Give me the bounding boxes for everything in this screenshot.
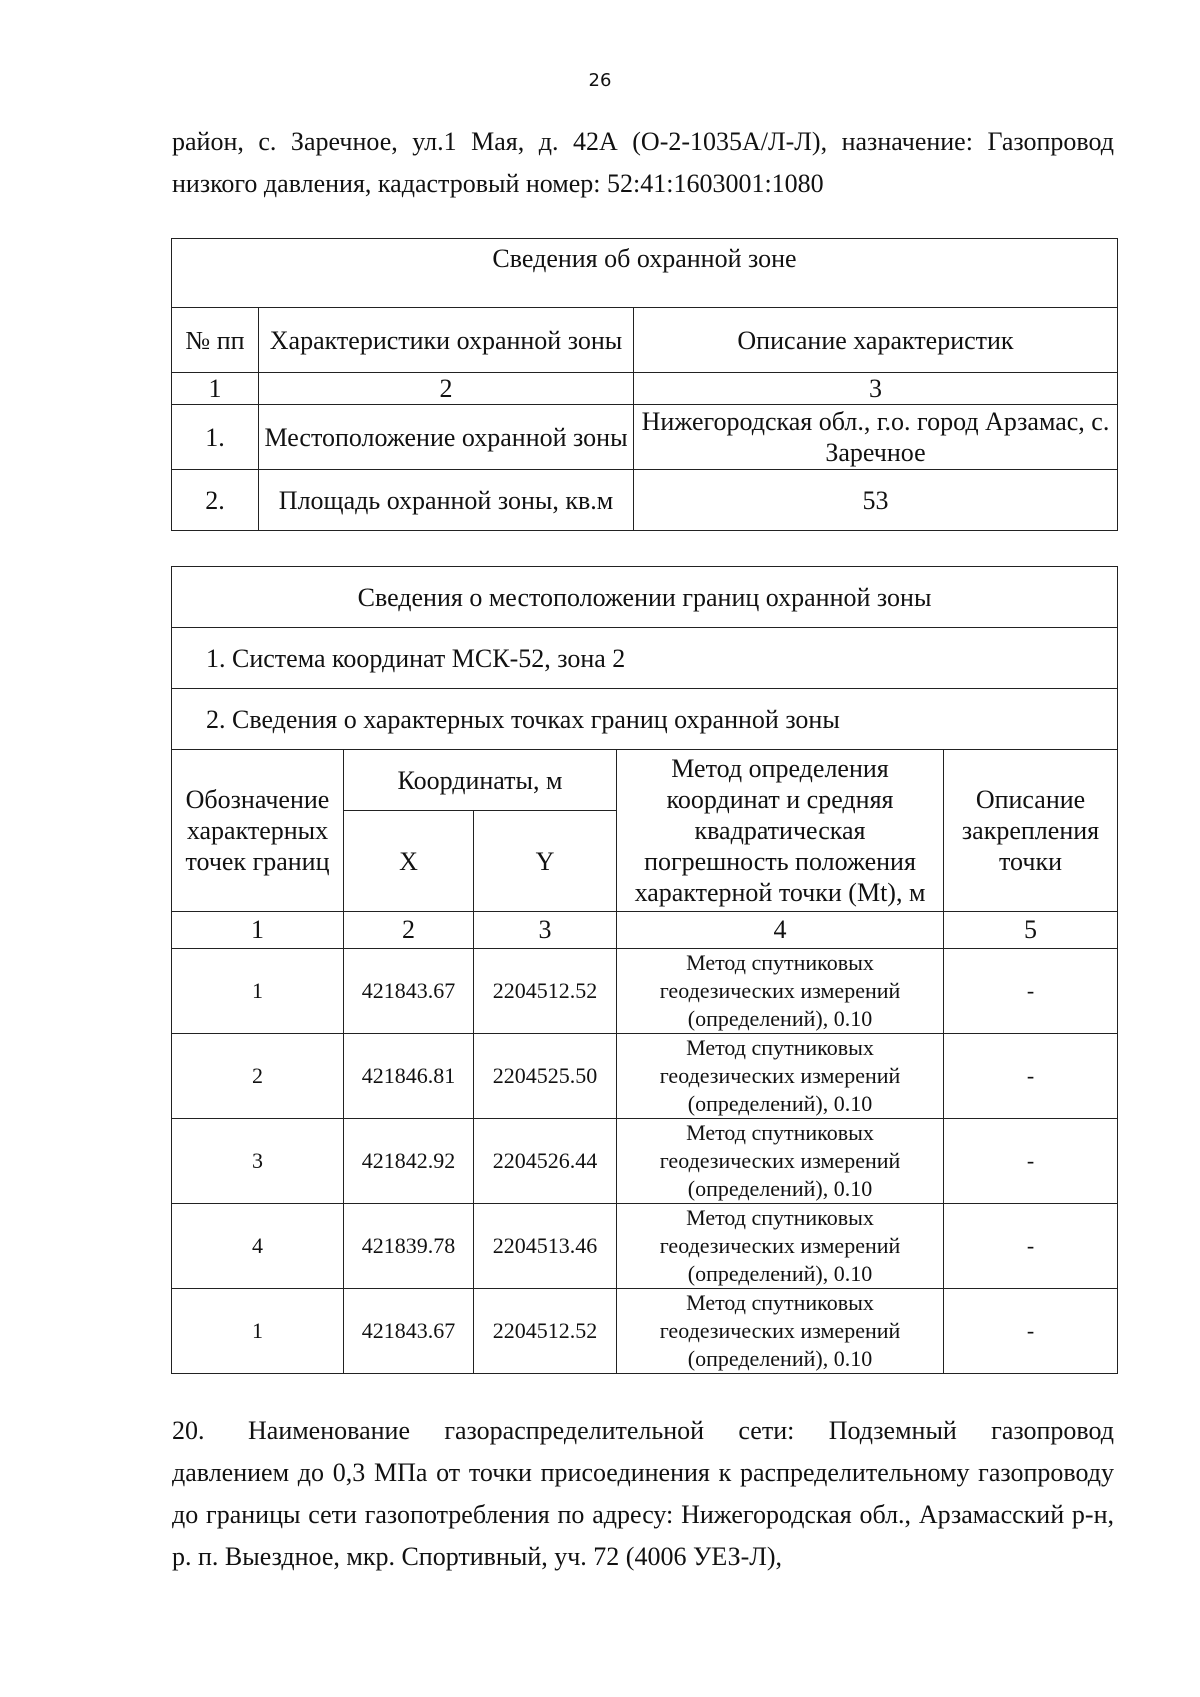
header-coordinates: Координаты, м (344, 750, 617, 811)
header-y: Y (474, 811, 617, 912)
header-designation: Обозначение характерных точек границ (172, 750, 344, 912)
point-y: 2204512.52 (474, 949, 617, 1034)
column-number: 3 (474, 912, 617, 949)
header-fixing: Описание закрепления точки (944, 750, 1118, 912)
point-x: 421843.67 (344, 1289, 474, 1374)
point-method: Метод спутниковых геодезических измерений (определений), 0.10 (617, 1034, 944, 1119)
points-section-title: 2. Сведения о характерных точках границ охранной зоны (172, 689, 1118, 750)
table-row (172, 470, 1118, 531)
boundary-points-table (171, 566, 1118, 1374)
table-row (172, 1034, 1118, 1119)
paragraph-text: Наименование газораспределительной сети: Подземный газопровод давлением до 0,3 МПа от точки присоединения к распределительному газопроводу до границы сети газопотребления по адресу: Нижегородская обл., Арзамасский р-н, р. п. Выездное, мкр. Спортивный, уч. 72 (4006 УЕЗ-Л), (172, 1416, 1114, 1571)
point-method: Метод спутниковых геодезических измерений (определений), 0.10 (617, 1119, 944, 1204)
column-number: 1 (172, 912, 344, 949)
point-designation: 1 (172, 1289, 344, 1374)
point-x: 421843.67 (344, 949, 474, 1034)
zone-column-number: 1 (172, 373, 259, 405)
point-method: Метод спутниковых геодезических измерений (определений), 0.10 (617, 1204, 944, 1289)
point-designation: 4 (172, 1204, 344, 1289)
point-fixing: - (944, 949, 1118, 1034)
point-designation: 2 (172, 1034, 344, 1119)
point-fixing: - (944, 1289, 1118, 1374)
point-y: 2204513.46 (474, 1204, 617, 1289)
zone-header-characteristic: Характеристики охранной зоны (259, 308, 634, 373)
row-description: Нижегородская обл., г.о. город Арзамас, с. Заречное (634, 405, 1118, 470)
zone-column-number: 3 (634, 373, 1118, 405)
point-x: 421842.92 (344, 1119, 474, 1204)
paragraph-number: 20. (172, 1416, 205, 1445)
point-designation: 3 (172, 1119, 344, 1204)
table-row (172, 1204, 1118, 1289)
table-row (172, 1289, 1118, 1374)
column-number: 5 (944, 912, 1118, 949)
zone-column-number: 2 (259, 373, 634, 405)
table-row (172, 949, 1118, 1034)
zone-table-title: Сведения об охранной зоне (172, 239, 1118, 308)
row-number: 1. (172, 405, 259, 470)
point-method: Метод спутниковых геодезических измерений (определений), 0.10 (617, 949, 944, 1034)
point-y: 2204525.50 (474, 1034, 617, 1119)
protection-zone-table (171, 238, 1118, 531)
point-fixing: - (944, 1034, 1118, 1119)
point-y: 2204512.52 (474, 1289, 617, 1374)
point-method: Метод спутниковых геодезических измерений (определений), 0.10 (617, 1289, 944, 1374)
table-row (172, 1119, 1118, 1204)
point-y: 2204526.44 (474, 1119, 617, 1204)
intro-text: район, с. Заречное, ул.1 Мая, д. 42А (О-2-1035А/Л-Л), назначение: Газопровод низкого давления, кадастровый номер: 52:41:1603001:1080 (172, 127, 1114, 198)
coordinate-system: 1. Система координат МСК-52, зона 2 (172, 628, 1118, 689)
header-x: X (344, 811, 474, 912)
table-row (172, 405, 1118, 470)
header-method: Метод определения координат и средняя квадратическая погрешность положения характерной точки (Mt), м (617, 750, 944, 912)
point-x: 421839.78 (344, 1204, 474, 1289)
row-characteristic: Местоположение охранной зоны (259, 405, 634, 470)
point-designation: 1 (172, 949, 344, 1034)
point-fixing: - (944, 1204, 1118, 1289)
page-number: 26 (588, 70, 612, 91)
zone-header-description: Описание характеристик (634, 308, 1118, 373)
row-description: 53 (634, 470, 1118, 531)
bounds-table-title: Сведения о местоположении границ охранной зоны (172, 567, 1118, 628)
row-characteristic: Площадь охранной зоны, кв.м (259, 470, 634, 531)
row-number: 2. (172, 470, 259, 531)
point-fixing: - (944, 1119, 1118, 1204)
point-x: 421846.81 (344, 1034, 474, 1119)
column-number: 4 (617, 912, 944, 949)
section-paragraph (172, 1410, 1114, 1578)
column-number: 2 (344, 912, 474, 949)
zone-header-number: № пп (172, 308, 259, 373)
